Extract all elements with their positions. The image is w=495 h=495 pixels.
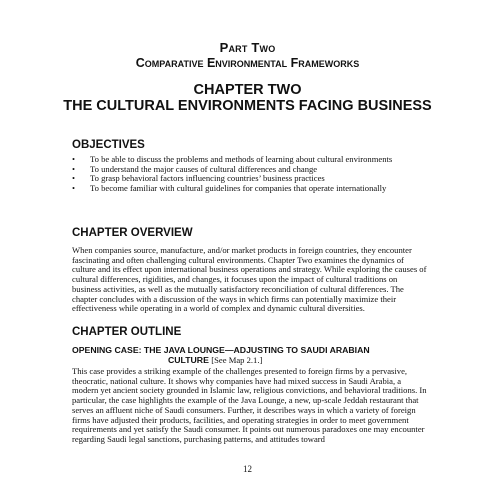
bullet-icon: • xyxy=(72,173,76,184)
bullet-icon: • xyxy=(72,163,76,174)
overview-paragraph: When companies source, manufacture, and/or market products in foreign countries, they encounter fascinating and often challenging cultural environments. Chapter Two examines the dynamics of culture and its effect upon international business operations and strategy. While exploring the causes of cultural differences, rigidities, and changes, it focuses upon the impact of cultural traditions on business activities, as well as the mutually satisfactory reconciliation of cultural differences. The chapter concludes with a discussion of the ways in which firms can potentially maximize their effectiveness while operating in a world of complex and dynamic cultural diversities. xyxy=(72,245,427,314)
overview-heading: CHAPTER OVERVIEW xyxy=(72,227,193,239)
case-heading-line2: CULTURE xyxy=(168,355,209,365)
objectives-heading: OBJECTIVES xyxy=(72,139,145,151)
chapter-title: THE CULTURAL ENVIRONMENTS FACING BUSINESS xyxy=(63,98,432,114)
objective-text: To become familiar with cultural guidelines for companies that operate internationally xyxy=(90,183,387,194)
objective-item xyxy=(72,184,432,194)
opening-case-heading xyxy=(72,345,432,365)
objective-text: To be able to discuss the problems and methods of learning about cultural environments xyxy=(90,154,393,164)
chapter-number: CHAPTER TWO xyxy=(193,82,302,98)
page-number: 12 xyxy=(243,464,252,474)
objectives-list xyxy=(72,155,432,194)
bullet-icon: • xyxy=(72,183,76,194)
bullet-icon: • xyxy=(72,154,76,164)
map-reference: [See Map 2.1.] xyxy=(211,355,263,365)
part-title: Comparative Environmental Frameworks xyxy=(135,56,360,70)
objective-text: To understand the major causes of cultural differences and change xyxy=(90,163,318,174)
part-label: Part Two xyxy=(219,40,276,55)
objective-text: To grasp behavioral factors influencing countries’ business practices xyxy=(90,173,325,184)
chapter-heading xyxy=(60,82,435,114)
opening-case-paragraph: This case provides a striking example of the challenges presented to foreign firms by a pervasive, theocratic, national culture. It shows why companies have had mixed success in Saudi Arabia, a modern yet ancient society grounded in Islamic law, religious convictions, and behavioral traditions. In particular, the case highlights the example of the Java Lounge, a new, up-scale Jeddah restaurant that serves an affluent niche of Saudi consumers. Further, it describes ways in which a variety of foreign firms have adjusted their products, facilities, and operating strategies in order to meet government requirements and yet satisfy the Saudi consumer. It points out numerous paradoxes one may encounter regarding Saudi legal sanctions, purchasing patterns, and attitudes toward xyxy=(72,366,427,444)
outline-heading: CHAPTER OUTLINE xyxy=(72,326,182,338)
case-heading-line1: OPENING CASE: THE JAVA LOUNGE—ADJUSTING TO SAUDI ARABIAN xyxy=(72,345,370,355)
